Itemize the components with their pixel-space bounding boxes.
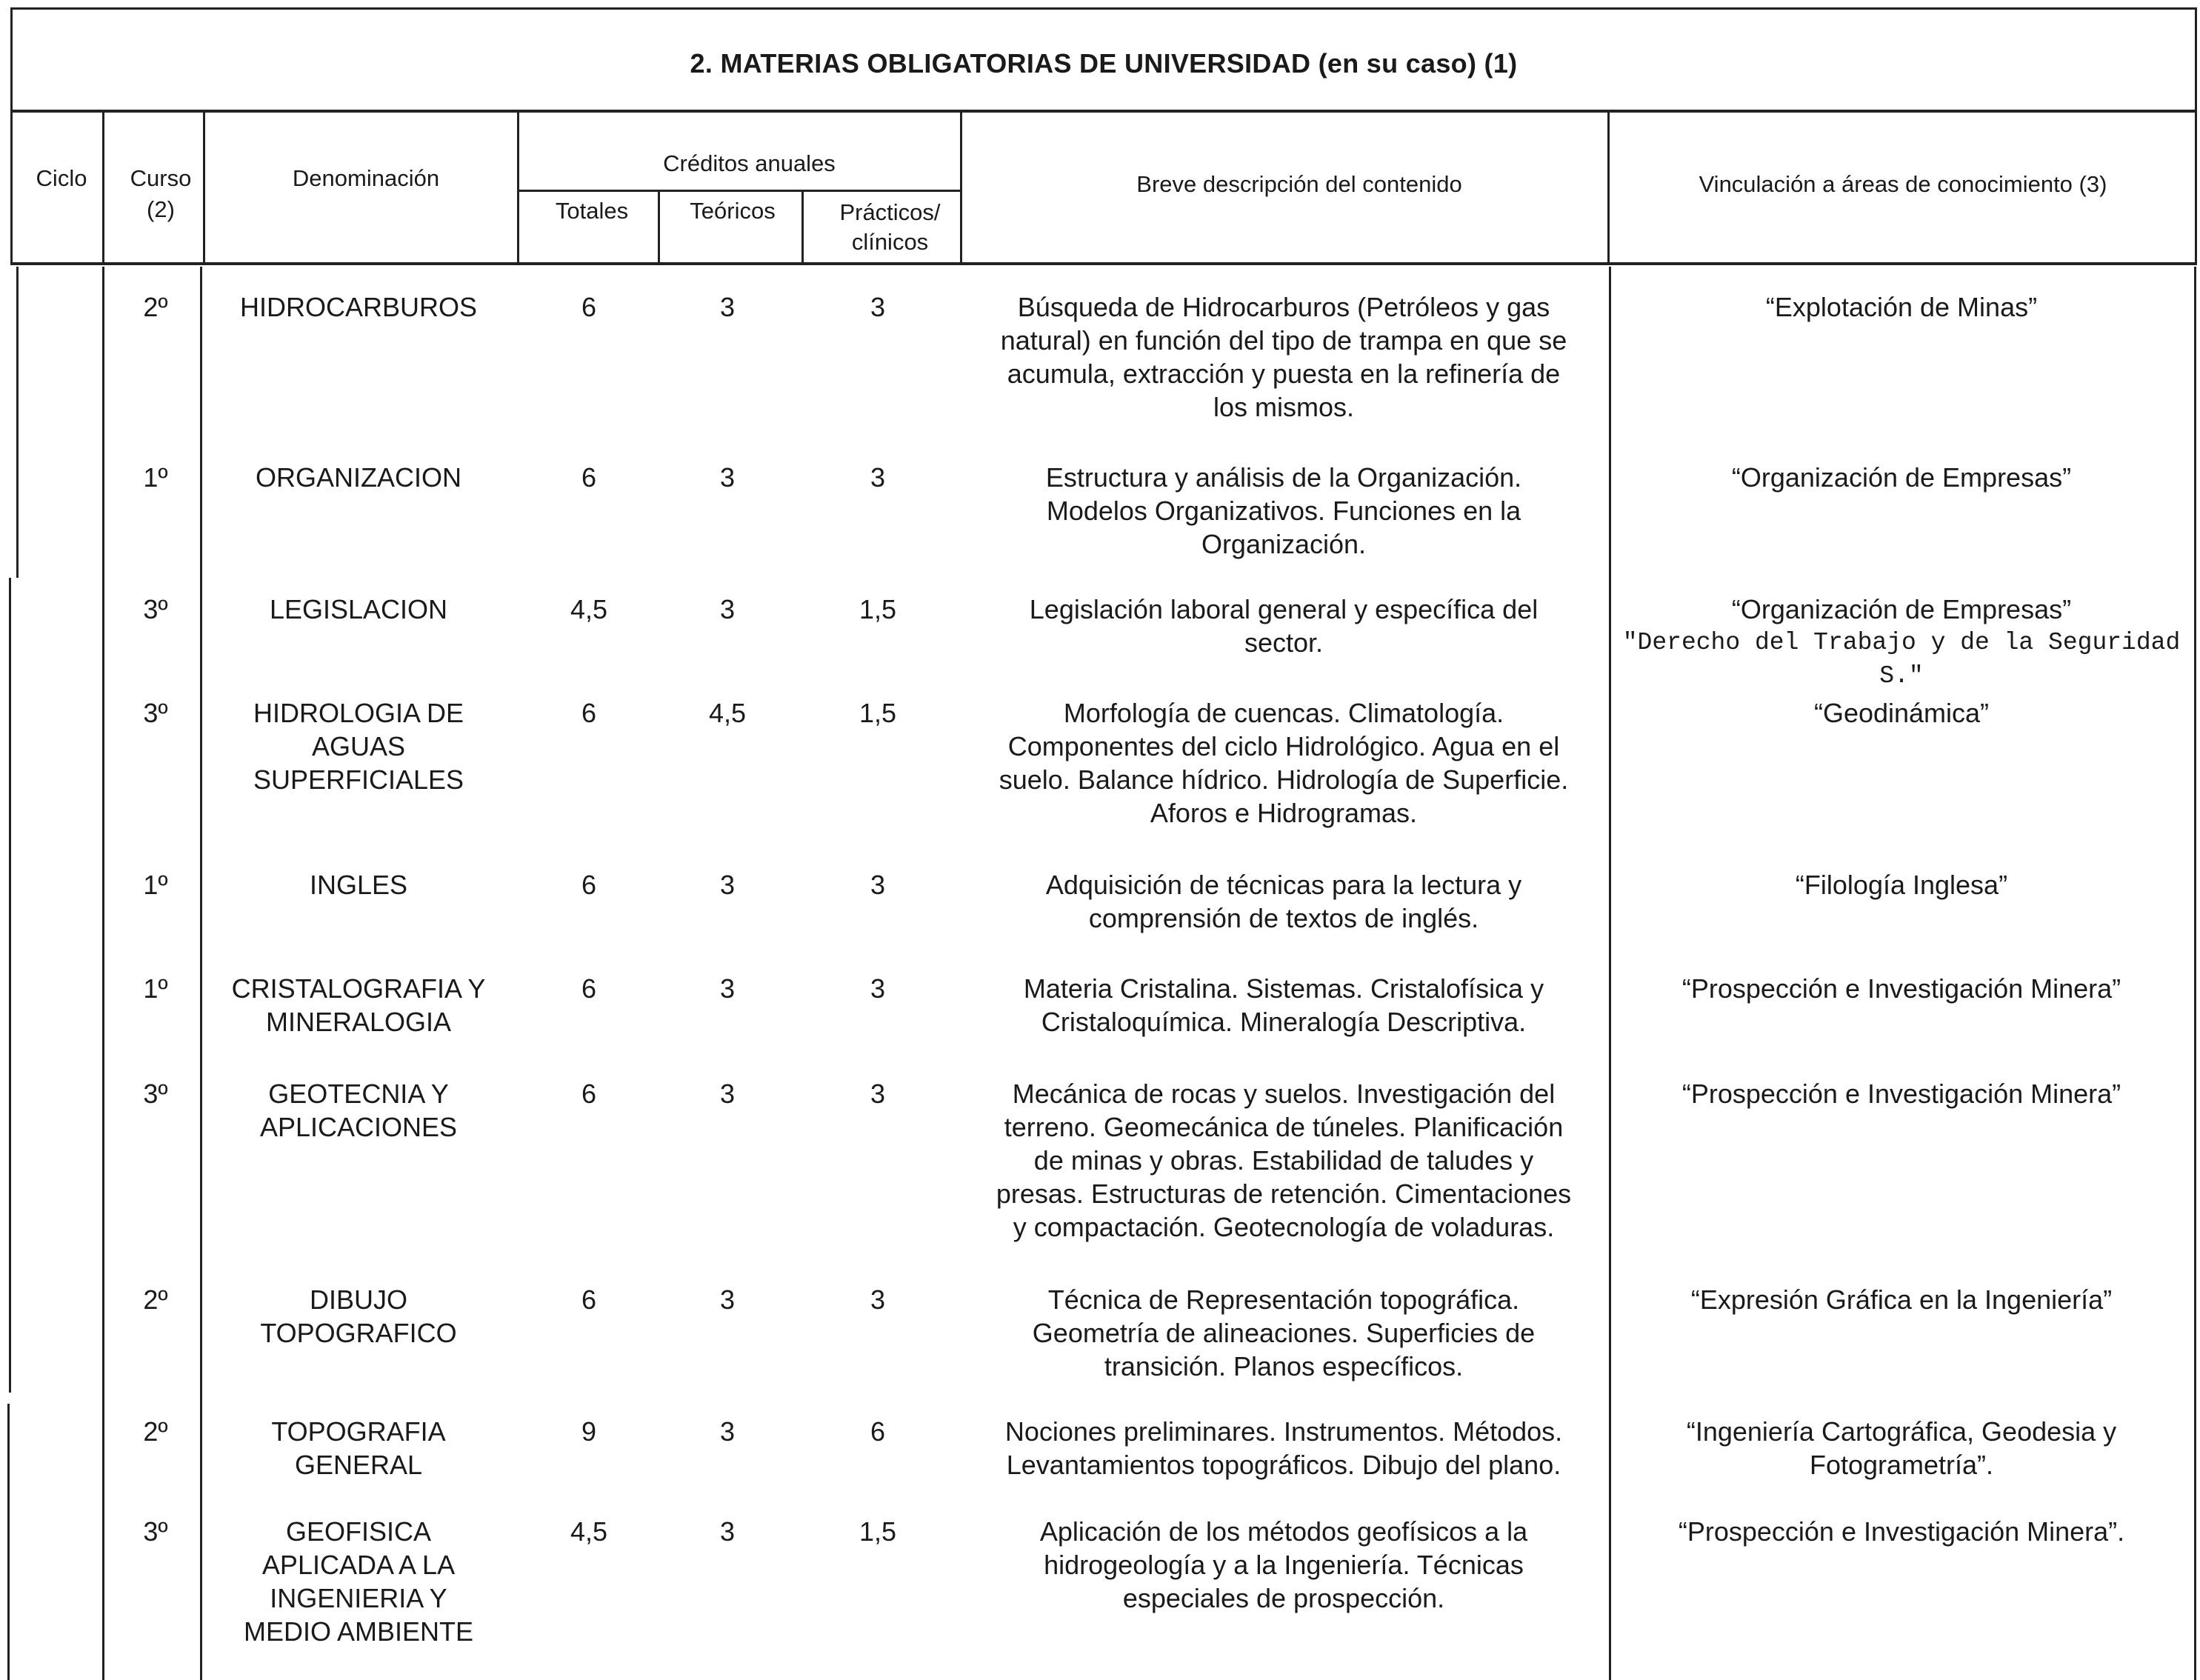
denominacion-cell-line: SUPERFICIALES — [253, 764, 464, 795]
vinculacion-cell-line: “Ingeniería Cartográfica, Geodesia y — [1686, 1416, 2117, 1447]
totales-cell: 4,5 — [570, 1516, 608, 1547]
grid-line — [203, 113, 205, 265]
descripcion-cell — [960, 1515, 1607, 1615]
denominacion-cell — [203, 1077, 514, 1144]
totales-cell: 6 — [581, 870, 597, 900]
descripcion-cell-line: transición. Planos específicos. — [1104, 1351, 1464, 1381]
vinculacion-cell-line: “Filología Inglesa” — [1795, 870, 2008, 900]
grid-line — [517, 113, 519, 265]
descripcion-cell-line: Mecánica de rocas y suelos. Investigación del — [1012, 1079, 1556, 1109]
denominacion-cell-line: HIDROCARBUROS — [239, 292, 478, 322]
teoricos-cell: 3 — [719, 973, 736, 1004]
curso-cell: 1º — [143, 870, 168, 900]
curso-cell: 2º — [143, 292, 168, 322]
descripcion-cell — [960, 461, 1607, 561]
descripcion-cell-line: Nociones preliminares. Instrumentos. Métodos. — [1004, 1416, 1563, 1447]
vinculacion-cell-line: “Prospección e Investigación Minera” — [1681, 973, 2121, 1004]
descripcion-cell — [960, 290, 1607, 424]
totales-cell: 9 — [581, 1416, 597, 1447]
descripcion-cell — [960, 1077, 1607, 1244]
vinculacion-cell — [1609, 1415, 2194, 1481]
header-practicos — [803, 198, 977, 257]
descripcion-cell-line: Técnica de Representación topográfica. — [1047, 1284, 1520, 1315]
grid-line — [960, 113, 962, 265]
vinculacion-cell — [1609, 1515, 2194, 1548]
denominacion-cell-line: ORGANIZACION — [255, 462, 461, 493]
descripcion-cell-line: de minas y obras. Estabilidad de taludes y — [1033, 1145, 1534, 1176]
descripcion-cell-line: Geometría de alineaciones. Superficies de — [1032, 1318, 1536, 1348]
denominacion-cell-line: LEGISLACION — [269, 594, 448, 624]
denominacion-cell-line: MINERALOGIA — [265, 1007, 452, 1037]
practicos-cell: 3 — [870, 870, 886, 900]
header-creditos: Créditos anuales — [663, 150, 836, 176]
teoricos-cell: 3 — [719, 1416, 736, 1447]
header-curso — [105, 163, 216, 225]
table-title: 2. MATERIAS OBLIGATORIAS DE UNIVERSIDAD (en su caso) (1) — [690, 48, 1518, 79]
practicos-cell: 3 — [870, 462, 886, 493]
grid-line — [102, 113, 104, 265]
vinculacion-cell-line: “Geodinámica” — [1813, 698, 1990, 728]
denominacion-cell-line: GENERAL — [294, 1450, 423, 1480]
descripcion-cell-line: Modelos Organizativos. Funciones en la — [1046, 496, 1521, 526]
descripcion-cell — [960, 1415, 1607, 1481]
table-header — [10, 113, 2197, 265]
descripcion-cell-line: Componentes del ciclo Hidrológico. Agua en el — [1007, 731, 1560, 761]
curso-cell: 3º — [143, 594, 168, 624]
header-teoricos: Teóricos — [690, 198, 776, 224]
descripcion-cell-line: Morfología de cuencas. Climatología. — [1063, 698, 1504, 728]
grid-line — [2194, 267, 2196, 1680]
descripcion-cell-line: los mismos. — [1213, 392, 1355, 422]
header-totales: Totales — [555, 198, 629, 224]
teoricos-cell: 3 — [719, 292, 736, 322]
descripcion-cell — [960, 593, 1607, 659]
header-practicos-line2: clínicos — [851, 229, 929, 255]
header-vinculacion: Vinculación a áreas de conocimiento (3) — [1699, 171, 2107, 197]
grid-line — [10, 113, 13, 265]
curso-cell: 1º — [143, 462, 168, 493]
descripcion-cell — [960, 1283, 1607, 1383]
grid-line — [517, 190, 960, 192]
vinculacion-cell-line: Fotogrametría”. — [1809, 1450, 1994, 1480]
vinculacion-cell — [1609, 1077, 2194, 1110]
descripcion-cell-line: especiales de prospección. — [1122, 1583, 1445, 1613]
grid-line — [2195, 113, 2197, 265]
teoricos-cell: 3 — [719, 1516, 736, 1547]
denominacion-cell-line: INGLES — [309, 870, 408, 900]
vinculacion-cell — [1609, 461, 2194, 494]
practicos-cell: 6 — [870, 1416, 886, 1447]
descripcion-cell-line: Búsqueda de Hidrocarburos (Petróleos y gas — [1017, 292, 1550, 322]
descripcion-cell-line: Adquisición de técnicas para la lectura y — [1045, 870, 1522, 900]
totales-cell: 6 — [581, 698, 597, 728]
grid-line — [7, 1404, 10, 1680]
denominacion-cell-line: INGENIERIA Y — [270, 1583, 447, 1613]
descripcion-cell-line: acumula, extracción y puesta en la refinería de — [1007, 359, 1561, 389]
denominacion-cell-line: APLICACIONES — [259, 1112, 458, 1142]
practicos-cell: 1,5 — [859, 1516, 897, 1547]
totales-cell: 6 — [581, 973, 597, 1004]
teoricos-cell: 3 — [719, 1079, 736, 1109]
vinculacion-cell-line: “Prospección e Investigación Minera”. — [1678, 1516, 2125, 1547]
header-ciclo: Ciclo — [36, 165, 87, 191]
practicos-cell: 3 — [870, 292, 886, 322]
teoricos-cell: 3 — [719, 1284, 736, 1315]
title-box — [10, 7, 2197, 113]
denominacion-cell — [203, 1515, 514, 1648]
grid-line — [200, 267, 202, 1680]
denominacion-cell-line: AGUAS — [311, 731, 406, 761]
denominacion-cell-line: TOPOGRAFIA — [271, 1416, 446, 1447]
vinculacion-cell-line: “Organización de Empresas” — [1731, 594, 2072, 624]
denominacion-cell-line: APLICADA A LA — [261, 1550, 456, 1580]
header-descripcion: Breve descripción del contenido — [1136, 171, 1462, 197]
curso-cell: 1º — [143, 973, 168, 1004]
denominacion-cell-line: TOPOGRAFICO — [260, 1318, 457, 1348]
curso-cell: 2º — [143, 1284, 168, 1315]
denominacion-cell — [203, 696, 514, 796]
grid-line — [102, 267, 104, 1680]
descripcion-cell-line: hidrogeología y a la Ingeniería. Técnicas — [1044, 1550, 1524, 1580]
vinculacion-cell-line: “Organización de Empresas” — [1731, 462, 2072, 493]
vinculacion-cell-line: “Prospección e Investigación Minera” — [1681, 1079, 2121, 1109]
curso-cell: 3º — [143, 1516, 168, 1547]
descripcion-cell-line: Aplicación de los métodos geofísicos a la — [1039, 1516, 1528, 1547]
practicos-cell: 3 — [870, 973, 886, 1004]
header-denominacion: Denominación — [292, 165, 440, 191]
descripcion-cell-line: comprensión de textos de inglés. — [1088, 903, 1479, 933]
vinculacion-cell — [1609, 696, 2194, 730]
teoricos-cell: 3 — [719, 462, 736, 493]
denominacion-cell — [203, 1283, 514, 1350]
vinculacion-cell — [1609, 1283, 2194, 1316]
descripcion-cell-line: Levantamientos topográficos. Dibujo del plano. — [1006, 1450, 1561, 1480]
teoricos-cell: 4,5 — [708, 698, 747, 728]
descripcion-cell-line: Estructura y análisis de la Organización. — [1045, 462, 1522, 493]
totales-cell: 4,5 — [570, 594, 608, 624]
vinculacion-cell — [1609, 290, 2194, 324]
totales-cell: 6 — [581, 1079, 597, 1109]
curso-cell: 3º — [143, 1079, 168, 1109]
vinculacion-cell — [1609, 972, 2194, 1005]
denominacion-cell — [203, 868, 514, 901]
header-curso-line1: Curso — [130, 165, 192, 191]
curso-cell: 2º — [143, 1416, 168, 1447]
denominacion-cell — [203, 290, 514, 324]
vinculacion-cell — [1609, 593, 2194, 693]
practicos-cell: 3 — [870, 1079, 886, 1109]
teoricos-cell: 3 — [719, 594, 736, 624]
denominacion-cell-line: HIDROLOGIA DE — [253, 698, 464, 728]
descripcion-cell-line: Organización. — [1201, 529, 1367, 559]
grid-line — [16, 267, 19, 578]
teoricos-cell: 3 — [719, 870, 736, 900]
denominacion-cell-line: GEOTECNIA Y — [268, 1079, 449, 1109]
vinculacion-cell-line: “Explotación de Minas” — [1765, 292, 2038, 322]
denominacion-cell — [203, 972, 514, 1039]
vinculacion-cell-line: “Expresión Gráfica en la Ingeniería” — [1690, 1284, 2113, 1315]
totales-cell: 6 — [581, 1284, 597, 1315]
descripcion-cell-line: Aforos e Hidrogramas. — [1150, 798, 1418, 828]
denominacion-cell — [203, 1415, 514, 1481]
denominacion-cell-line: GEOFISICA — [285, 1516, 432, 1547]
practicos-cell: 1,5 — [859, 698, 897, 728]
vinculacion-cell — [1609, 868, 2194, 901]
vinculacion-cell-line: "Derecho del Trabajo y de la Seguridad S." — [1622, 629, 2181, 690]
descripcion-cell-line: presas. Estructuras de retención. Cimentaciones — [996, 1179, 1572, 1209]
header-curso-line2: (2) — [147, 196, 175, 222]
totales-cell: 6 — [581, 462, 597, 493]
descripcion-cell-line: Legislación laboral general y específica del — [1029, 594, 1539, 624]
grid-line — [801, 190, 804, 265]
descripcion-cell — [960, 972, 1607, 1039]
grid-line — [1607, 113, 1610, 265]
denominacion-cell-line: CRISTALOGRAFIA Y — [231, 973, 486, 1004]
descripcion-cell — [960, 868, 1607, 935]
descripcion-cell — [960, 696, 1607, 830]
header-practicos-line1: Prácticos/ — [839, 199, 941, 225]
denominacion-cell-line: MEDIO AMBIENTE — [243, 1616, 474, 1647]
descripcion-cell-line: Materia Cristalina. Sistemas. Cristalofísica y — [1023, 973, 1544, 1004]
grid-line — [658, 190, 660, 265]
practicos-cell: 1,5 — [859, 594, 897, 624]
descripcion-cell-line: Cristaloquímica. Mineralogía Descriptiva. — [1041, 1007, 1527, 1037]
grid-line — [9, 578, 11, 1393]
denominacion-cell-line: DIBUJO — [309, 1284, 407, 1315]
practicos-cell: 3 — [870, 1284, 886, 1315]
descripcion-cell-line: suelo. Balance hídrico. Hidrología de Superficie. — [999, 764, 1569, 795]
denominacion-cell — [203, 461, 514, 494]
descripcion-cell-line: y compactación. Geotecnología de voladuras. — [1013, 1212, 1555, 1242]
totales-cell: 6 — [581, 292, 597, 322]
curso-cell: 3º — [143, 698, 168, 728]
descripcion-cell-line: sector. — [1244, 627, 1324, 658]
descripcion-cell-line: natural) en función del tipo de trampa en que se — [1000, 325, 1567, 356]
denominacion-cell — [203, 593, 514, 626]
descripcion-cell-line: terreno. Geomecánica de túneles. Planificación — [1004, 1112, 1564, 1142]
